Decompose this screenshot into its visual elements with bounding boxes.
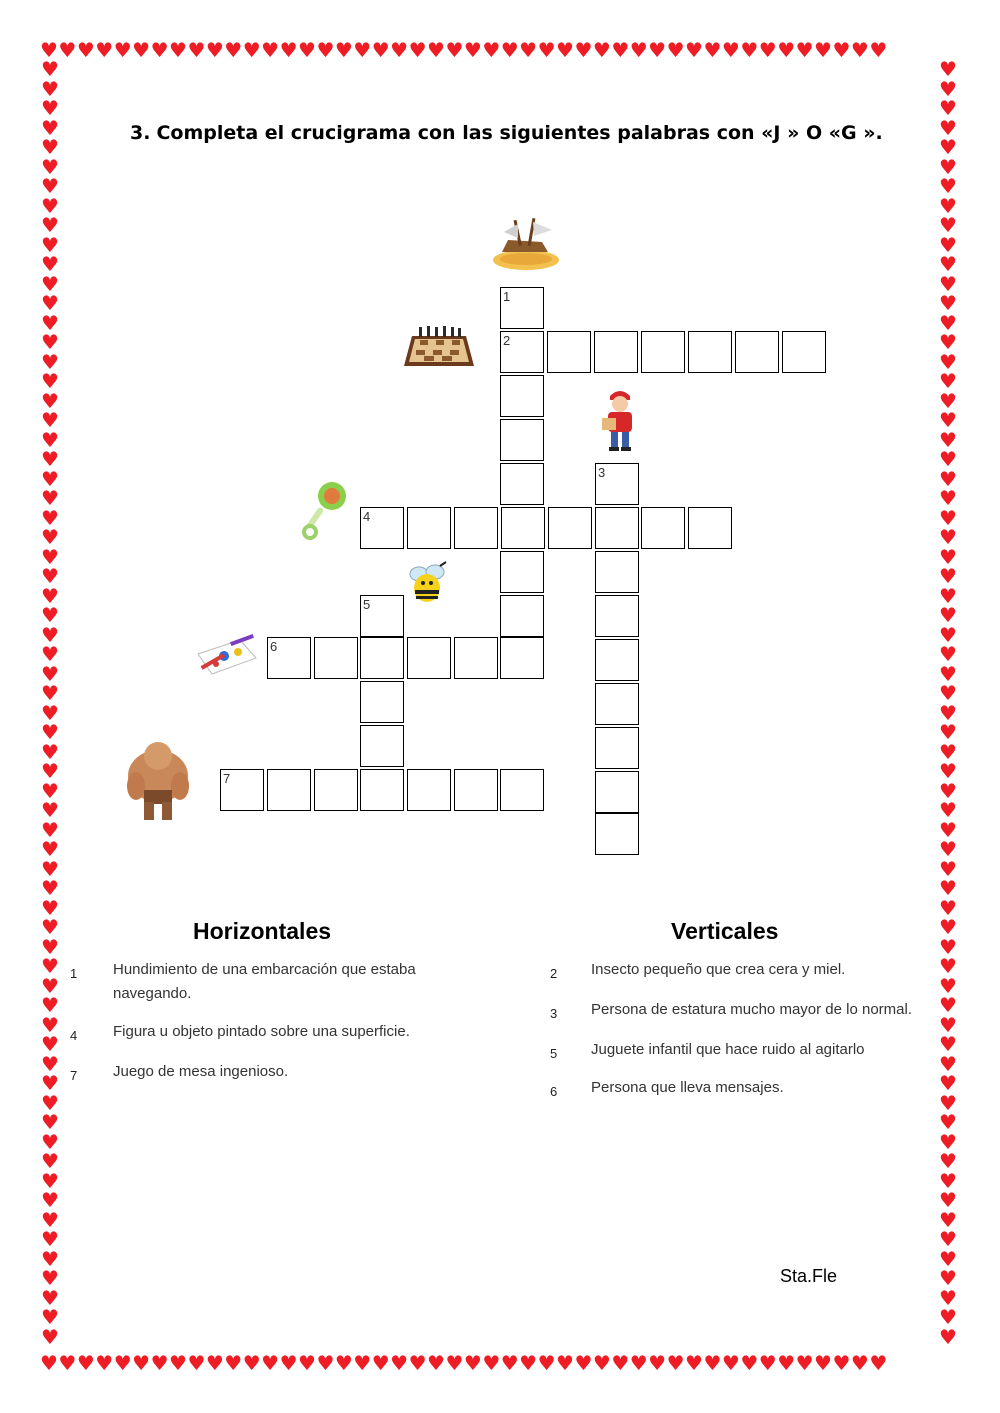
clue-number: 7	[70, 1068, 78, 1083]
cell-number: 7	[223, 771, 231, 786]
crossword-cell[interactable]	[360, 769, 404, 811]
crossword-cell[interactable]	[595, 639, 639, 681]
crossword-cell[interactable]	[454, 637, 498, 679]
clue-number: 4	[70, 1028, 78, 1043]
cell-number: 6	[270, 639, 278, 654]
crossword-cell[interactable]	[454, 507, 498, 549]
heart-border-top: ♥♥♥♥♥♥♥♥♥♥♥♥♥♥♥♥♥♥♥♥♥♥♥♥♥♥♥♥♥♥♥♥♥♥♥♥♥♥♥♥♥♥♥♥♥♥	[40, 38, 888, 62]
crossword-cell[interactable]	[594, 331, 638, 373]
clue-text: Figura u objeto pintado sobre una superficie.	[113, 1023, 410, 1040]
clue-text: Juguete infantil que hace ruido al agitarlo	[591, 1041, 865, 1058]
crossword-cell[interactable]	[782, 331, 826, 373]
clue-text: Persona que lleva mensajes.	[591, 1079, 784, 1096]
crossword-cell[interactable]	[548, 507, 592, 549]
crossword-cell[interactable]	[314, 769, 358, 811]
crossword-cell[interactable]	[688, 507, 732, 549]
clue-text: Juego de mesa ingenioso.	[113, 1063, 289, 1080]
clue-text: Insecto pequeño que crea cera y miel.	[591, 961, 846, 978]
crossword-cell-numbered[interactable]	[220, 769, 264, 811]
crossword-cell[interactable]	[500, 463, 544, 505]
crossword-cell-numbered[interactable]	[267, 637, 311, 679]
exercise-title	[130, 122, 883, 144]
crossword-cell[interactable]	[641, 507, 685, 549]
crossword-cell[interactable]	[501, 507, 545, 549]
crossword-cell[interactable]	[500, 375, 544, 417]
crossword-cell-numbered[interactable]	[360, 595, 404, 637]
giant-icon	[122, 736, 194, 822]
crossword-cell[interactable]	[267, 769, 311, 811]
heart-border-bottom: ♥♥♥♥♥♥♥♥♥♥♥♥♥♥♥♥♥♥♥♥♥♥♥♥♥♥♥♥♥♥♥♥♥♥♥♥♥♥♥♥♥♥♥♥♥♥	[40, 1351, 888, 1375]
crossword-cell[interactable]	[407, 507, 451, 549]
rattle-icon	[300, 478, 354, 542]
crossword-cell[interactable]	[454, 769, 498, 811]
crossword-cell[interactable]	[500, 769, 544, 811]
bee-icon	[404, 560, 450, 608]
crossword-cell[interactable]	[735, 331, 779, 373]
crossword-cell[interactable]	[314, 637, 358, 679]
crossword-cell[interactable]	[360, 725, 404, 767]
crossword-cell[interactable]	[688, 331, 732, 373]
crossword-cell[interactable]	[500, 637, 544, 679]
crossword-cell[interactable]	[595, 551, 639, 593]
delivery-man-icon	[598, 386, 642, 452]
crossword-cell[interactable]	[360, 637, 404, 679]
horizontales-title: Horizontales	[193, 918, 332, 944]
drawing-icon	[194, 634, 260, 676]
crossword-cell-numbered[interactable]	[500, 331, 544, 373]
clue-number: 6	[550, 1084, 558, 1099]
crossword-cell[interactable]	[407, 769, 451, 811]
crossword-cell[interactable]	[360, 681, 404, 723]
crossword-cell[interactable]	[407, 637, 451, 679]
crossword-cell-numbered[interactable]	[500, 287, 544, 329]
author-signature: Sta.Fle	[780, 1266, 838, 1286]
crossword-cell[interactable]	[595, 771, 639, 813]
exercise-number: 3.	[130, 122, 151, 144]
cell-number: 5	[363, 597, 371, 612]
exercise-instruction: Completa el crucigrama con las siguientes palabras con «J » O «G ».	[156, 122, 883, 144]
cell-number: 2	[503, 333, 511, 348]
heart-border-right: ♥ ♥ ♥ ♥ ♥ ♥ ♥ ♥ ♥ ♥ ♥ ♥ ♥ ♥ ♥ ♥ ♥ ♥ ♥ ♥ ♥ ♥ ♥ ♥ ♥ ♥ ♥ ♥ ♥ ♥ ♥ ♥ ♥ ♥ ♥ ♥ ♥ ♥ ♥ ♥ ♥ ♥ ♥ ♥ ♥ ♥ ♥ ♥ ♥ ♥ ♥ ♥ ♥ ♥ ♥ ♥ ♥ ♥ ♥ ♥ ♥ ♥ ♥ ♥ ♥ ♥	[939, 57, 957, 1349]
crossword-cell[interactable]	[595, 683, 639, 725]
crossword-cell[interactable]	[500, 419, 544, 461]
chess-board-icon	[402, 322, 476, 370]
crossword-cell-numbered[interactable]	[360, 507, 404, 549]
clue-text: Hundimiento de una embarcación que estaba navegando.	[113, 961, 416, 1002]
crossword-cell[interactable]	[500, 551, 544, 593]
clue-number: 1	[70, 966, 78, 981]
crossword-cell[interactable]	[595, 813, 639, 855]
heart-border-left: ♥ ♥ ♥ ♥ ♥ ♥ ♥ ♥ ♥ ♥ ♥ ♥ ♥ ♥ ♥ ♥ ♥ ♥ ♥ ♥ ♥ ♥ ♥ ♥ ♥ ♥ ♥ ♥ ♥ ♥ ♥ ♥ ♥ ♥ ♥ ♥ ♥ ♥ ♥ ♥ ♥ ♥ ♥ ♥ ♥ ♥ ♥ ♥ ♥ ♥ ♥ ♥ ♥ ♥ ♥ ♥ ♥ ♥ ♥ ♥ ♥ ♥ ♥ ♥ ♥ ♥	[41, 57, 59, 1349]
crossword-cell[interactable]	[595, 507, 639, 549]
crossword-cell[interactable]	[500, 595, 544, 637]
clue-number: 2	[550, 966, 558, 981]
ship-icon	[490, 212, 562, 272]
cell-number: 3	[598, 465, 606, 480]
cell-number: 4	[363, 509, 371, 524]
clue-number: 3	[550, 1006, 558, 1021]
verticales-title: Verticales	[671, 918, 779, 944]
clue-text: Persona de estatura mucho mayor de lo normal.	[591, 1001, 912, 1018]
clue-number: 5	[550, 1046, 558, 1061]
crossword-cell[interactable]	[595, 727, 639, 769]
crossword-cell[interactable]	[595, 595, 639, 637]
crossword-cell-numbered[interactable]	[595, 463, 639, 505]
crossword-cell[interactable]	[547, 331, 591, 373]
cell-number: 1	[503, 289, 511, 304]
crossword-cell[interactable]	[641, 331, 685, 373]
